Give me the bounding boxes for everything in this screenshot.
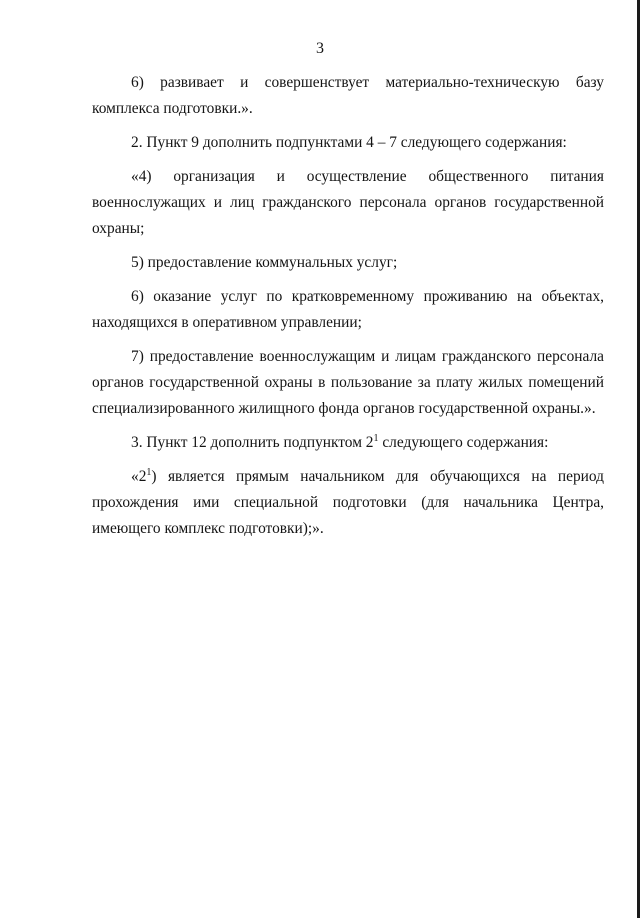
paragraph-8-text-before: «2	[131, 468, 147, 485]
paragraph-1: 6) развивает и совершенствует материально-техническую базу комплекса подготовки.».	[92, 74, 604, 117]
paragraph-3: «4) организация и осуществление общественного питания военнослужащих и лиц гражданского персонала органов государственной охраны;	[92, 168, 604, 237]
paragraph-7-text-after: следующего содержания:	[378, 434, 549, 451]
paragraph-2: 2. Пункт 9 дополнить подпунктами 4 – 7 следующего содержания:	[131, 134, 567, 151]
paragraph-7	[92, 430, 604, 456]
paragraph-4: 5) предоставление коммунальных услуг;	[131, 254, 398, 271]
paragraph-6: 7) предоставление военнослужащим и лицам гражданского персонала органов государственной охраны в пользование за плату жилых помещений специализированного жилищного фонда органов государственной охраны.».	[92, 348, 604, 417]
paragraph-5: 6) оказание услуг по кратковременному проживанию на объектах, находящихся в оперативном управлении;	[92, 288, 604, 331]
superscript: 1	[146, 467, 152, 478]
paragraph-8	[92, 464, 604, 542]
paragraph-8-text-after: ) является прямым начальником для обучающихся на период прохождения ими специальной подготовки (для начальника Центра, имеющего комплекс подготовки);».	[92, 468, 604, 537]
page-number: 3	[316, 40, 324, 57]
paragraph-7-text-before: 3. Пункт 12 дополнить подпунктом 2	[131, 434, 374, 451]
superscript: 1	[373, 433, 379, 444]
document-body	[92, 70, 604, 550]
